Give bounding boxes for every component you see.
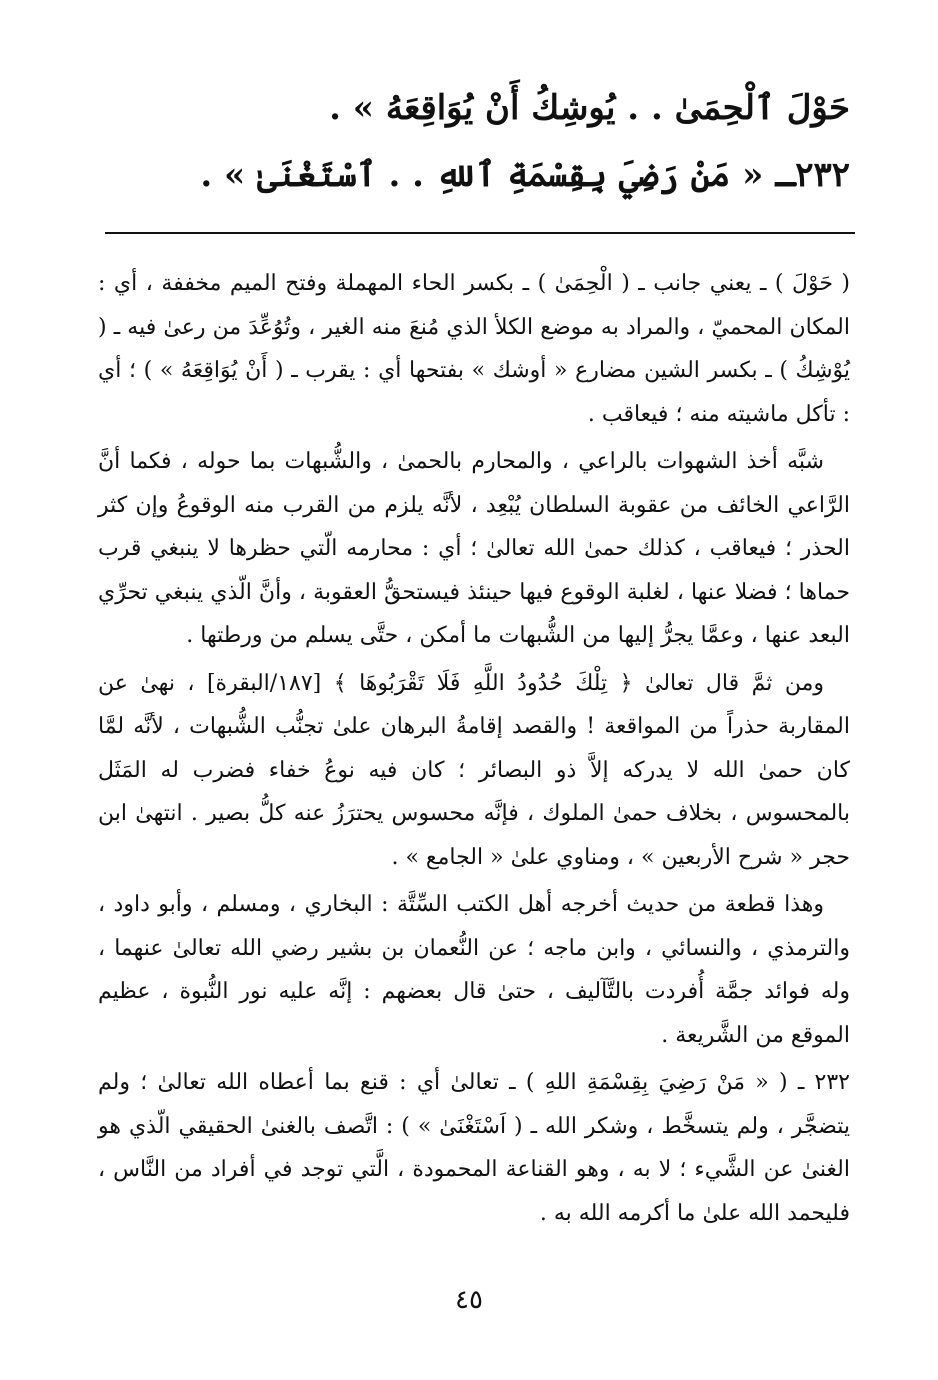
- commentary-body: [98, 262, 850, 1239]
- commentary-paragraph-1: ( حَوْلَ ) ـ يعني جانب ـ ( الْحِمَىٰ ) ـ بكسر الحاء المهملة وفتح الميم مخففة ، أي : المكان المحميّ ، والمراد به موضع الكلأ الذي مُنعَ منه الغير ، وتُوُعِّدَ من رعىٰ فيه ـ ( يُوْشِكُ ) ـ بكسر الشين مضارع « أوشك » بفتحها أي : يقرب ـ ( أَنْ يُوَاقِعَهُ » ) ؛ أي : تأكل ماشيته منه ؛ فيعاقب .: [98, 271, 850, 427]
- page-number: ٤٥: [455, 1285, 483, 1315]
- commentary-paragraph-4: وهذا قطعة من حديث أخرجه أهل الكتب السِّتَّة : البخاري ، ومسلم ، وأبو داود ، والترمذي ، والنسائي ، وابن ماجه ؛ عن النُّعمان بن بشير رضي الله تعالىٰ عنهما ، وله فوائد جمَّة أُفردت بالتَّآليف ، حتىٰ قال بعضهم : إنَّه عليه نور النُّبوة ، عظيم الموقع من الشَّريعة .: [98, 892, 850, 1048]
- hadith-text-line-2: ٢٣٢ـ « مَنْ رَضِيَ بِقِسْمَةِ ٱللهِ . . ٱسْتَغْنَىٰ » .: [200, 155, 850, 195]
- commentary-paragraph-5: ٢٣٢ ـ ( « مَنْ رَضِيَ بِقِسْمَةِ اللهِ ) ـ تعالىٰ أي : قنع بما أعطاه الله تعالىٰ ؛ ولم يتضجَّر ، ولم يتسخَّط ، وشكر الله ـ ( اَسْتَغْنَىٰ » ) : اتَّصف بالغنىٰ الحقيقي الّذي هو الغنىٰ عن الشَّيء ؛ لا به ، وهو القناعة المحمودة ، الَّتي توجد في أفراد من النَّاس ، فليحمد الله علىٰ ما أكرمه الله به .: [98, 1070, 850, 1226]
- separator-rule: [105, 232, 855, 234]
- commentary-paragraph-2: شبَّه أخذ الشهوات بالراعي ، والمحارم بالحمىٰ ، والشُّبهات بما حوله ، فكما أنَّ الرَّاعي الخائف من عقوبة السلطان يُبْعِد ، لأنَّه يلزم من القرب منه الوقوعُ وإن كثر الحذر ؛ فيعاقب ، كذلك حمىٰ الله تعالىٰ ؛ أي : محارمه الّتي حظرها لا ينبغي قرب حماها ؛ فضلا عنها ، لغلبة الوقوع فيها حينئذ فيستحقُّ العقوبة ، وأنَّ الّذي ينبغي تحرِّي البعد عنها ، وعمَّا يجرُّ إليها من الشُّبهات ما أمكن ، حتَّى يسلم من ورطتها .: [98, 449, 850, 648]
- hadith-text-line-1: حَوْلَ ٱلْحِمَىٰ . . يُوشِكُ أَنْ يُوَاقِعَهُ » .: [329, 88, 850, 128]
- commentary-paragraph-3: ومن ثمَّ قال تعالىٰ ﴿ تِلْكَ حُدُودُ اللَّهِ فَلَا تَقْرَبُوهَا ﴾ [١٨٧/البقرة] ، نهىٰ عن المقاربة حذراً من المواقعة ! والقصد إقامةُ البرهان علىٰ تجنُّب الشُّبهات ، لأنَّه لمَّا كان حمىٰ الله لا يدركه إلاَّ ذو البصائر ؛ كان فيه نوعُ خفاء فضرب له المَثَل بالمحسوس ، بخلاف حمىٰ الملوك ، فإنَّه محسوس يحترَزُ عنه كلُّ بصير . انتهىٰ ابن حجر « شرح الأربعين » ، ومناوي علىٰ « الجامع » .: [98, 670, 850, 870]
